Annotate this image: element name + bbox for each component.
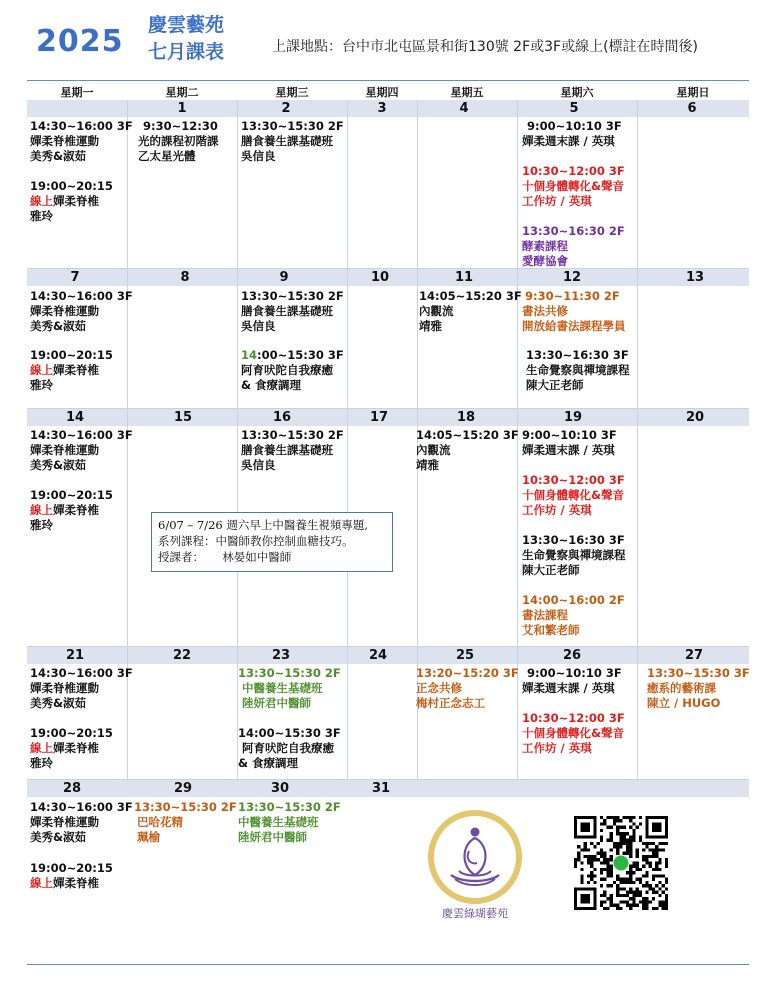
day-number: 19: [563, 410, 583, 425]
weekday-thu: 星期四: [365, 86, 399, 99]
day-number: 14: [65, 410, 85, 425]
day-number: 5: [569, 101, 579, 116]
event-calligraphy-practice: 9:30~11:30 2F 書法共修 開放給書法課程學員: [522, 289, 626, 333]
day-number: 10: [370, 270, 390, 285]
day-number: 17: [369, 410, 389, 425]
day-number: 11: [454, 270, 474, 285]
event-body-transform: 10:30~12:00 3F 十個身體轉化&聲音 工作坊 / 英琪: [522, 164, 625, 208]
event-tcm-basic: 13:30~15:30 2F 中醫養生基礎班 陸妍君中醫師: [238, 800, 341, 844]
note-line: 系列課程：中醫師教你控制血糖技巧。: [158, 534, 354, 548]
weekday-sat: 星期六: [560, 86, 594, 99]
day-number: 3: [377, 101, 387, 116]
event-diet-class: 13:30~15:30 2F 膳食養生課基礎班 吳信良: [241, 119, 344, 163]
event-art-class: 13:30~15:30 3F 癒系的藝術課 陳立 / HUGO: [647, 666, 750, 710]
day-number: 2: [281, 101, 291, 116]
event-vipassana: 14:05~15:20 3F 內觀流 靖雅: [416, 428, 519, 472]
day-number: 27: [684, 648, 704, 663]
day-number: 25: [455, 648, 475, 663]
day-number: 12: [562, 270, 582, 285]
logo-caption: 慶雲綠瑚藝苑: [442, 907, 508, 920]
qr-code-icon: [574, 816, 668, 910]
event-jill-spine-class: 14:30~16:00 3F 嬋柔脊椎運動 美秀&淑茹: [30, 289, 133, 333]
day-number: 29: [173, 781, 193, 796]
event-weekend-class: 9:00~10:10 3F 嬋柔週末課 / 英琪: [522, 428, 617, 457]
event-weekend-class: 9:00~10:10 3F 嬋柔週末課 / 英琪: [522, 119, 622, 148]
note-line: 授課者： 林晏如中醫師: [158, 550, 292, 564]
event-online-spine: 19:00~20:15 線上嬋柔脊椎 雅玲: [30, 179, 113, 223]
event-body-transform: 10:30~12:00 3F 十個身體轉化&聲音 工作坊 / 英琪: [522, 711, 625, 755]
column-divider: [347, 100, 348, 780]
day-number: 18: [456, 410, 476, 425]
day-number: 21: [65, 648, 85, 663]
day-number: 24: [368, 648, 388, 663]
event-diet-class: 13:30~15:30 2F 膳食養生課基礎班 吳信良: [241, 289, 344, 333]
week-divider: [27, 268, 749, 269]
event-body-transform: 10:30~12:00 3F 十個身體轉化&聲音 工作坊 / 英琪: [522, 473, 625, 517]
weekday-sun: 星期日: [676, 86, 710, 99]
column-divider: [637, 100, 638, 780]
day-number: 30: [270, 781, 290, 796]
day-number: 16: [272, 410, 292, 425]
weekday-tue: 星期二: [165, 86, 199, 99]
event-diet-class: 13:30~15:30 2F 膳食養生課基礎班 吳信良: [241, 428, 344, 472]
week-divider: [27, 779, 749, 780]
weekday-wed: 星期三: [275, 86, 309, 99]
day-number: 22: [172, 648, 192, 663]
event-calligraphy-course: 14:00~16:00 2F 書法課程 艾和繁老師: [522, 593, 625, 637]
org-name: 慶雲藝苑: [148, 14, 225, 36]
weekday-fri: 星期五: [450, 86, 484, 99]
event-life-awareness: 13:30~16:30 3F 生命覺察與禪境課程 陳大正老師: [526, 348, 630, 392]
event-enzyme-course: 13:30~16:30 2F 酵素課程 愛酵協會: [522, 224, 625, 268]
day-number: 9: [279, 270, 289, 285]
week-divider: [27, 408, 749, 409]
day-number: 31: [371, 781, 391, 796]
day-number: 4: [459, 101, 469, 116]
event-online-spine: 19:00~20:15 線上嬋柔脊椎 雅玲: [30, 348, 113, 392]
header-divider: [27, 80, 749, 81]
event-online-spine: 19:00~20:15 線上嬋柔脊椎: [30, 861, 113, 890]
event-ayurveda: 14:00~15:30 3F 阿育吠陀自我療癒 & 食療調理: [238, 726, 341, 770]
event-jill-spine-class: 14:30~16:00 3F 嬋柔脊椎運動 美秀&淑茹: [30, 119, 133, 163]
event-jill-spine-class: 14:30~16:00 3F 嬋柔脊椎運動 美秀&淑茹: [30, 666, 133, 710]
day-number: 20: [685, 410, 705, 425]
org-logo: [425, 805, 525, 925]
event-ayurveda: 14:00~15:30 3F 阿育吠陀自我療癒 & 食療調理: [241, 348, 344, 392]
event-bach-flower: 13:30~15:30 2F 巴哈花精 珮榆: [134, 800, 237, 844]
day-number: 15: [173, 410, 193, 425]
weekday-mon: 星期一: [60, 86, 94, 99]
note-line: 6/07 – 7/26 週六早上中醫養生視頻專題,: [158, 518, 369, 532]
line-qr-code[interactable]: [574, 816, 668, 910]
event-online-spine: 19:00~20:15 線上嬋柔脊椎 雅玲: [30, 488, 113, 532]
event-life-awareness: 13:30~16:30 3F 生命覺察與禪境課程 陳大正老師: [522, 533, 626, 577]
footer-divider: [27, 964, 749, 965]
event-online-spine: 19:00~20:15 線上嬋柔脊椎 雅玲: [30, 726, 113, 770]
year-title: 2025: [36, 24, 124, 59]
tcm-video-note: [151, 512, 393, 572]
day-number: 23: [271, 648, 291, 663]
day-number: 7: [70, 270, 80, 285]
org-title: [148, 12, 224, 66]
event-jill-spine-class: 14:30~16:00 3F 嬋柔脊椎運動 美秀&淑茹: [30, 800, 133, 844]
location-text: 上課地點：台中市北屯區景和街130號 2F或3F或線上(標註在時間後): [272, 39, 699, 55]
day-number: 1: [177, 101, 187, 116]
event-vipassana: 14:05~15:20 3F 內觀流 靖雅: [419, 289, 522, 333]
day-number: 6: [687, 101, 697, 116]
event-jill-spine-class: 14:30~16:00 3F 嬋柔脊椎運動 美秀&淑茹: [30, 428, 133, 472]
event-weekend-class: 9:00~10:10 3F 嬋柔週末課 / 英琪: [522, 666, 622, 695]
day-number: 13: [685, 270, 705, 285]
event-tcm-basic: 13:30~15:30 2F 中醫養生基礎班 陸妍君中醫師: [238, 666, 341, 710]
week-divider: [27, 646, 749, 647]
day-number: 8: [180, 270, 190, 285]
day-number: 26: [562, 648, 582, 663]
event-light-course: 9:30~12:30 光的課程初階課 乙太星光體: [138, 119, 219, 163]
event-mindfulness: 13:20~15:20 3F 正念共修 梅村正念志工: [416, 666, 519, 710]
schedule-title: 七月課表: [148, 41, 225, 63]
day-number: 28: [62, 781, 82, 796]
